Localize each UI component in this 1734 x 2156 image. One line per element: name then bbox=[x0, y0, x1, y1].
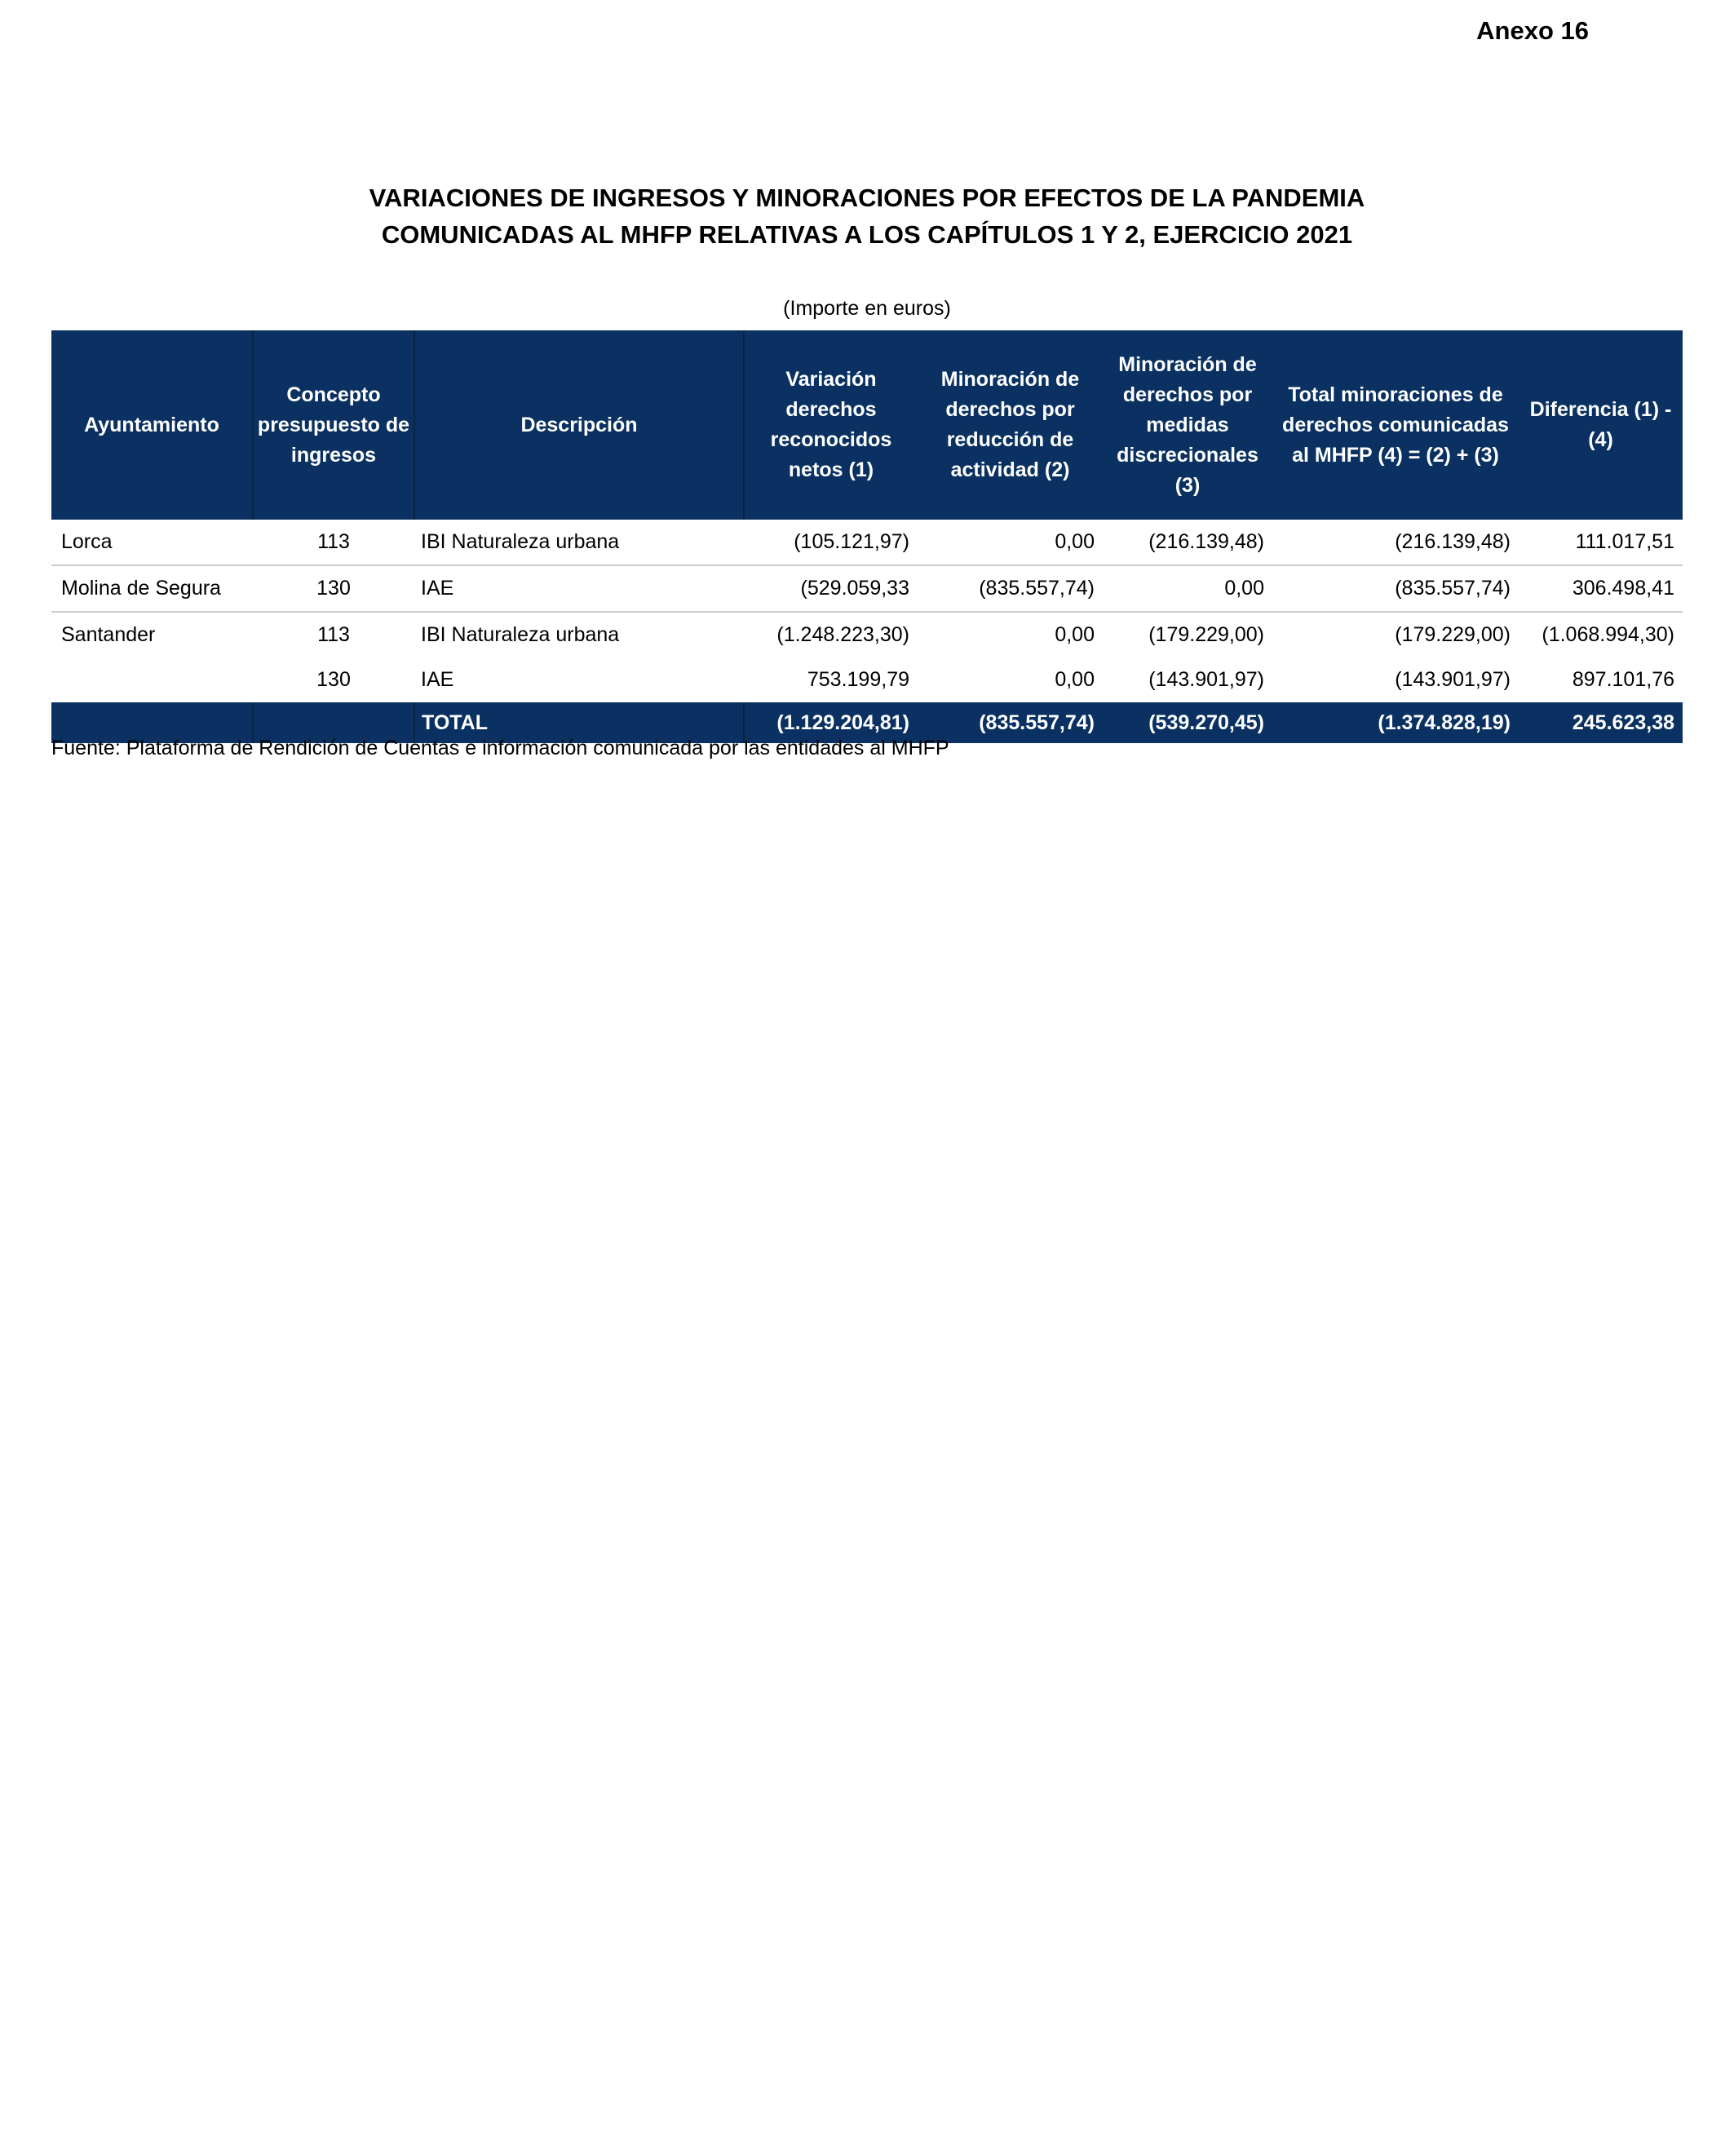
column-header-ayuntamiento: Ayuntamiento bbox=[51, 330, 253, 520]
table-cell: (179.229,00) bbox=[1272, 612, 1519, 657]
data-table-container bbox=[51, 330, 1683, 743]
page-title bbox=[0, 179, 1734, 253]
column-header-diferencia: Diferencia (1) - (4) bbox=[1519, 330, 1683, 520]
page-title-line1: VARIACIONES DE INGRESOS Y MINORACIONES POR EFECTOS DE LA PANDEMIA bbox=[369, 184, 1365, 212]
table-cell: (835.557,74) bbox=[918, 702, 1103, 743]
table-cell: 306.498,41 bbox=[1519, 565, 1683, 612]
column-header-minoracion-discrecional: Minoración de derechos por medidas discrecionales (3) bbox=[1103, 330, 1272, 520]
table-cell: 897.101,76 bbox=[1519, 657, 1683, 702]
table-cell: (1.068.994,30) bbox=[1519, 612, 1683, 657]
units-note: (Importe en euros) bbox=[783, 297, 951, 320]
table-cell: 245.623,38 bbox=[1519, 702, 1683, 743]
table-cell: (143.901,97) bbox=[1272, 657, 1519, 702]
table-cell: (105.121,97) bbox=[744, 520, 918, 565]
table-body bbox=[51, 520, 1683, 743]
page-title-line2: COMUNICADAS AL MHFP RELATIVAS A LOS CAPÍTULOS 1 Y 2, EJERCICIO 2021 bbox=[381, 220, 1353, 249]
table-row bbox=[51, 520, 1683, 565]
table-cell: (1.248.223,30) bbox=[744, 612, 918, 657]
source-note: Fuente: Plataforma de Rendición de Cuentas e información comunicada por las entidades al MHFP bbox=[51, 737, 949, 759]
data-table bbox=[51, 330, 1683, 743]
table-cell: (179.229,00) bbox=[1103, 612, 1272, 657]
table-cell: 753.199,79 bbox=[744, 657, 918, 702]
table-cell: 130 bbox=[253, 657, 414, 702]
table-row bbox=[51, 657, 1683, 702]
table-cell: 0,00 bbox=[918, 612, 1103, 657]
table-cell: (1.129.204,81) bbox=[744, 702, 918, 743]
table-cell: 0,00 bbox=[1103, 565, 1272, 612]
column-header-variacion: Variación derechos reconocidos netos (1) bbox=[744, 330, 918, 520]
annex-label: Anexo 16 bbox=[1476, 16, 1589, 45]
column-header-minoracion-actividad: Minoración de derechos por reducción de actividad (2) bbox=[918, 330, 1103, 520]
table-cell: Molina de Segura bbox=[51, 565, 253, 612]
table-cell: (539.270,45) bbox=[1103, 702, 1272, 743]
table-cell: 130 bbox=[253, 565, 414, 612]
table-cell: IAE bbox=[414, 565, 744, 612]
table-cell: (216.139,48) bbox=[1272, 520, 1519, 565]
table-cell: (835.557,74) bbox=[918, 565, 1103, 612]
table-cell: 111.017,51 bbox=[1519, 520, 1683, 565]
table-cell: 0,00 bbox=[918, 520, 1103, 565]
table-cell: 113 bbox=[253, 520, 414, 565]
table-cell: (1.374.828,19) bbox=[1272, 702, 1519, 743]
table-cell: IAE bbox=[414, 657, 744, 702]
table-cell: (835.557,74) bbox=[1272, 565, 1519, 612]
table-cell: IBI Naturaleza urbana bbox=[414, 520, 744, 565]
total-label: TOTAL bbox=[414, 702, 744, 743]
table-cell: 0,00 bbox=[918, 657, 1103, 702]
table-cell: (529.059,33 bbox=[744, 565, 918, 612]
table-header bbox=[51, 330, 1683, 520]
table-cell bbox=[51, 657, 253, 702]
column-header-concepto: Concepto presupuesto de ingresos bbox=[253, 330, 414, 520]
table-cell: IBI Naturaleza urbana bbox=[414, 612, 744, 657]
column-header-total-minoraciones: Total minoraciones de derechos comunicadas al MHFP (4) = (2) + (3) bbox=[1272, 330, 1519, 520]
table-header-row bbox=[51, 330, 1683, 520]
table-cell: Santander bbox=[51, 612, 253, 657]
table-row bbox=[51, 565, 1683, 612]
table-cell: (216.139,48) bbox=[1103, 520, 1272, 565]
table-cell: Lorca bbox=[51, 520, 253, 565]
table-row bbox=[51, 612, 1683, 657]
column-header-descripcion: Descripción bbox=[414, 330, 744, 520]
table-cell: 113 bbox=[253, 612, 414, 657]
table-cell: (143.901,97) bbox=[1103, 657, 1272, 702]
